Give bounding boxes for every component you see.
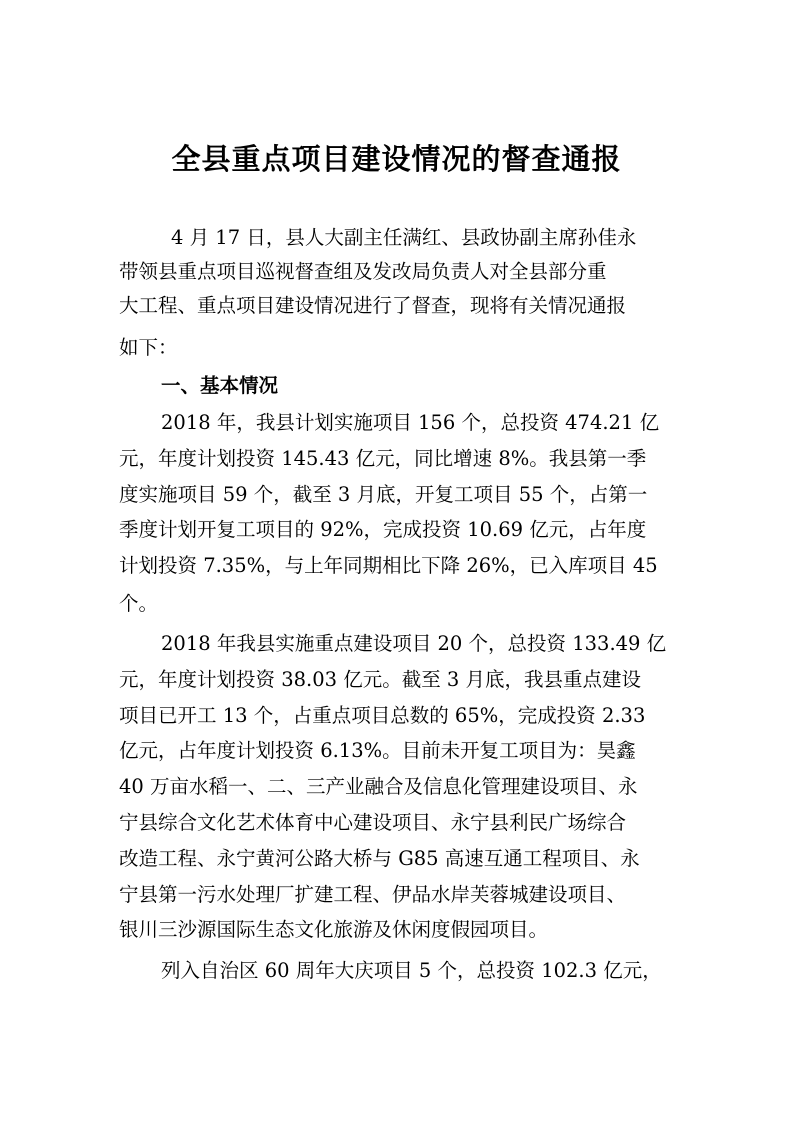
- paragraph-line: 2018 年，我县计划实施项目 156 个，总投资 474.21 亿: [161, 411, 660, 434]
- paragraph-line: 元，年度计划投资 145.43 亿元，同比增速 8%。我县第一季: [119, 447, 647, 470]
- paragraph-line: 带领县重点项目巡视督查组及发改局负责人对全县部分重: [119, 260, 607, 283]
- paragraph-line: 度实施项目 59 个，截至 3 月底，开复工项目 55 个，占第一: [119, 483, 648, 506]
- paragraph-line: 计划投资 7.35%，与上年同期相比下降 26%，已入库项目 45: [119, 554, 658, 577]
- paragraph-line: 大工程、重点项目建设情况进行了督查，现将有关情况通报: [119, 294, 627, 317]
- paragraph-line: 季度计划开复工项目的 92%，完成投资 10.69 亿元，占年度: [119, 518, 647, 541]
- paragraph-line: 亿元，占年度计划投资 6.13%。目前未开复工项目为：昊鑫: [119, 739, 636, 762]
- paragraph-line: 2018 年我县实施重点建设项目 20 个，总投资 133.49 亿: [161, 632, 667, 655]
- paragraph-line: 银川三沙源国际生态文化旅游及休闲度假园项目。: [119, 918, 549, 941]
- paragraph-line: 个。: [119, 592, 159, 615]
- paragraph-line: 宁县第一污水处理厂扩建工程、伊品水岸芙蓉城建设项目、: [119, 883, 627, 906]
- section-heading: 一、基本情况: [161, 374, 279, 397]
- paragraph-line: 如下：: [119, 336, 178, 359]
- paragraph-line: 宁县综合文化艺术体育中心建设项目、永宁县利民广场综合: [119, 811, 627, 834]
- paragraph-line: 项目已开工 13 个，占重点项目总数的 65%，完成投资 2.33: [119, 704, 646, 727]
- paragraph-line: 4 月 17 日，县人大副主任满红、县政协副主席孙佳永: [171, 226, 637, 249]
- paragraph-line: 列入自治区 60 周年大庆项目 5 个，总投资 102.3 亿元，: [161, 959, 662, 982]
- document-title: 全县重点项目建设情况的督查通报: [171, 142, 622, 176]
- paragraph-line: 改造工程、永宁黄河公路大桥与 G85 高速互通工程项目、永: [119, 847, 640, 870]
- paragraph-line: 40 万亩水稻一、二、三产业融合及信息化管理建设项目、永: [119, 775, 638, 798]
- paragraph-line: 元，年度计划投资 38.03 亿元。截至 3 月底，我县重点建设: [119, 668, 642, 691]
